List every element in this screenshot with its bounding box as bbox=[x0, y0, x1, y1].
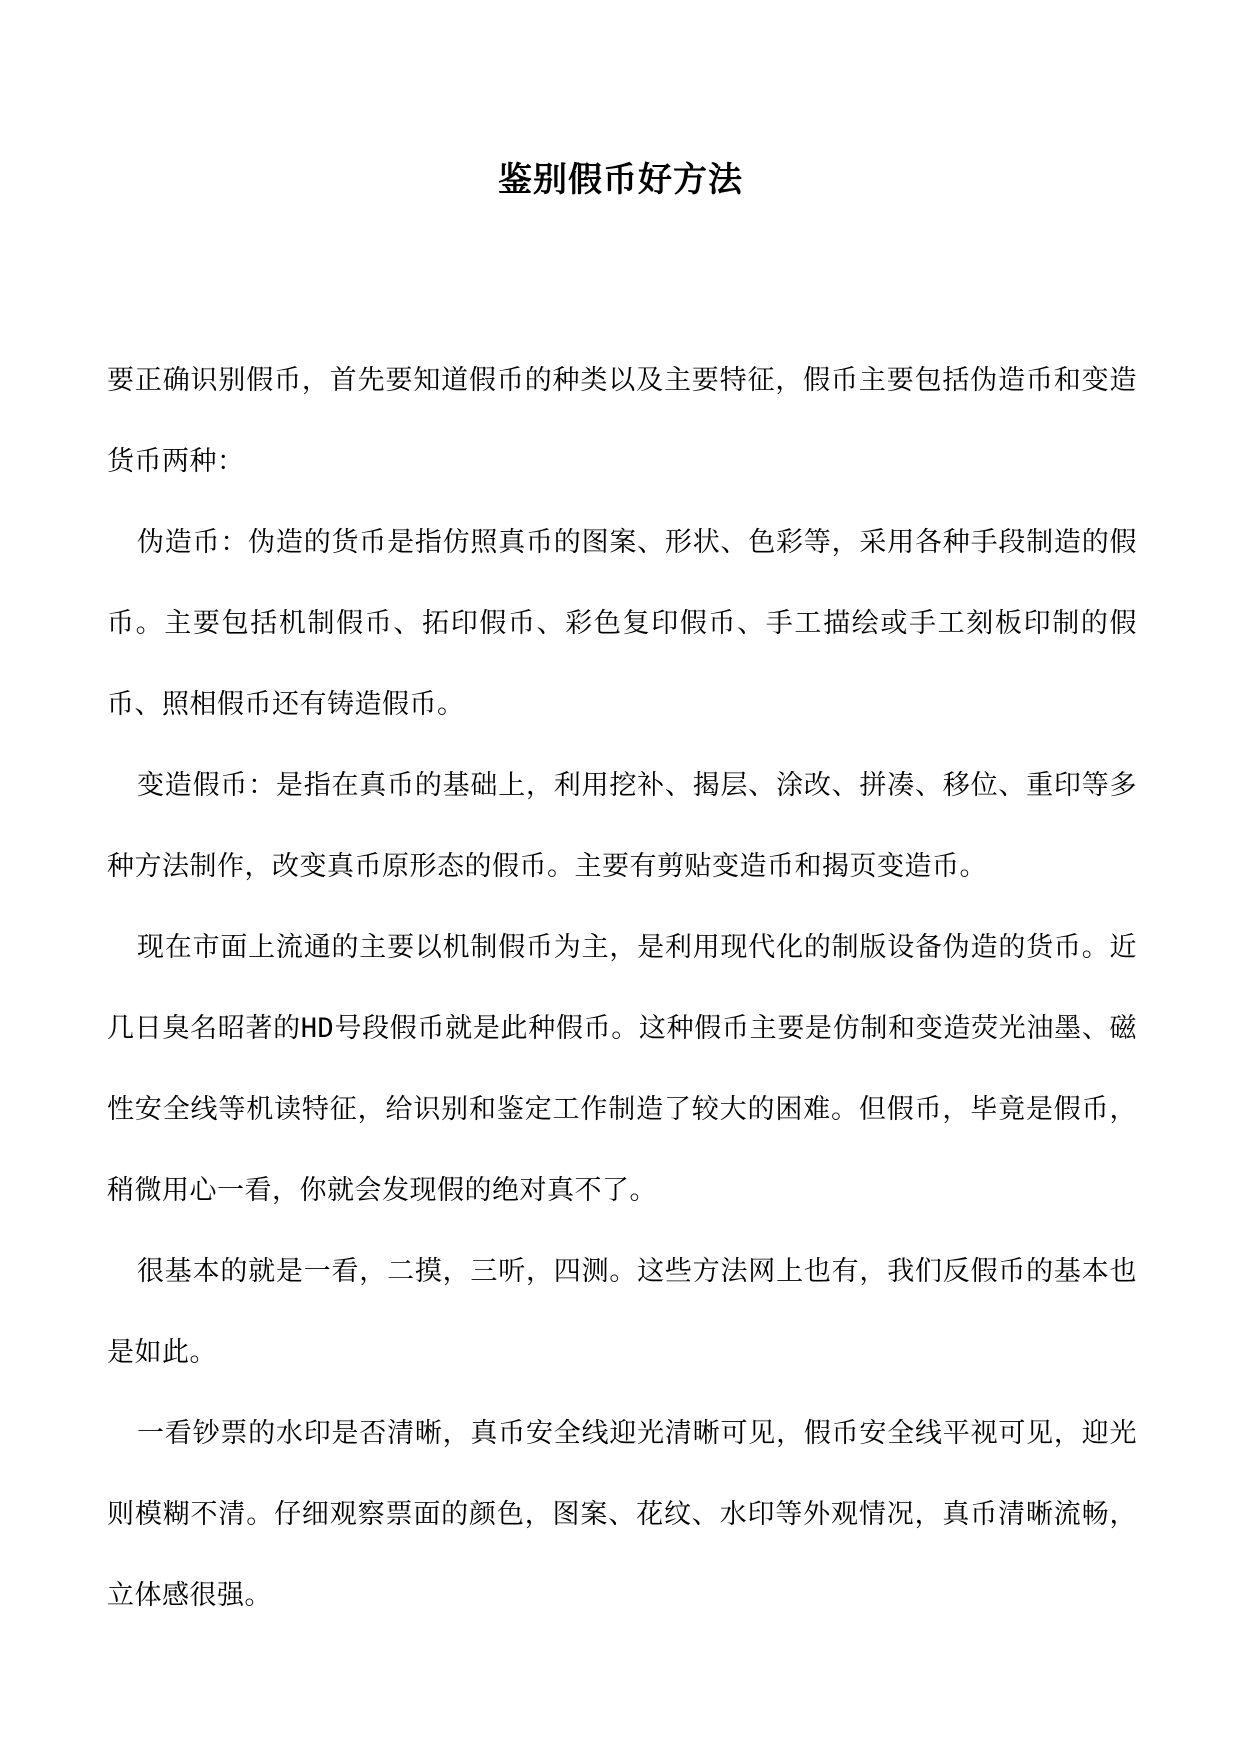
paragraph-counterfeit: 伪造币：伪造的货币是指仿照真币的图案、形状、色彩等，采用各种手段制造的假币。主要包括机制假币、拓印假币、彩色复印假币、手工描绘或手工刻板印制的假币、照相假币还有铸造假币。 bbox=[107, 527, 1137, 720]
paragraph-look: 一看钞票的水印是否清晰，真币安全线迎光清晰可见，假币安全线平视可见，迎光则模糊不清。仔细观察票面的颜色，图案、花纹、水印等外观情况，真币清晰流畅，立体感很强。 bbox=[107, 1418, 1137, 1611]
paragraph-methods: 很基本的就是一看，二摸，三听，四测。这些方法网上也有，我们反假币的基本也是如此。 bbox=[107, 1256, 1137, 1368]
paragraph-current: 现在市面上流通的主要以机制假币为主，是利用现代化的制版设备伪造的货币。近几日臭名昭著的HD号段假币就是此种假币。这种假币主要是仿制和变造荧光油墨、磁性安全线等机读特征，给识别和鉴定工作制造了较大的困难。但假币，毕竟是假币，稍微用心一看，你就会发现假的绝对真不了。 bbox=[107, 932, 1137, 1206]
document-body bbox=[107, 340, 1137, 1636]
paragraph-altered: 变造假币：是指在真币的基础上，利用挖补、揭层、涂改、拼凑、移位、重印等多种方法制作，改变真币原形态的假币。主要有剪贴变造币和揭页变造币。 bbox=[107, 770, 1137, 882]
paragraph-intro: 要正确识别假币，首先要知道假币的种类以及主要特征，假币主要包括伪造币和变造货币两种： bbox=[107, 365, 1137, 477]
page-title: 鉴别假币好方法 bbox=[498, 160, 743, 200]
